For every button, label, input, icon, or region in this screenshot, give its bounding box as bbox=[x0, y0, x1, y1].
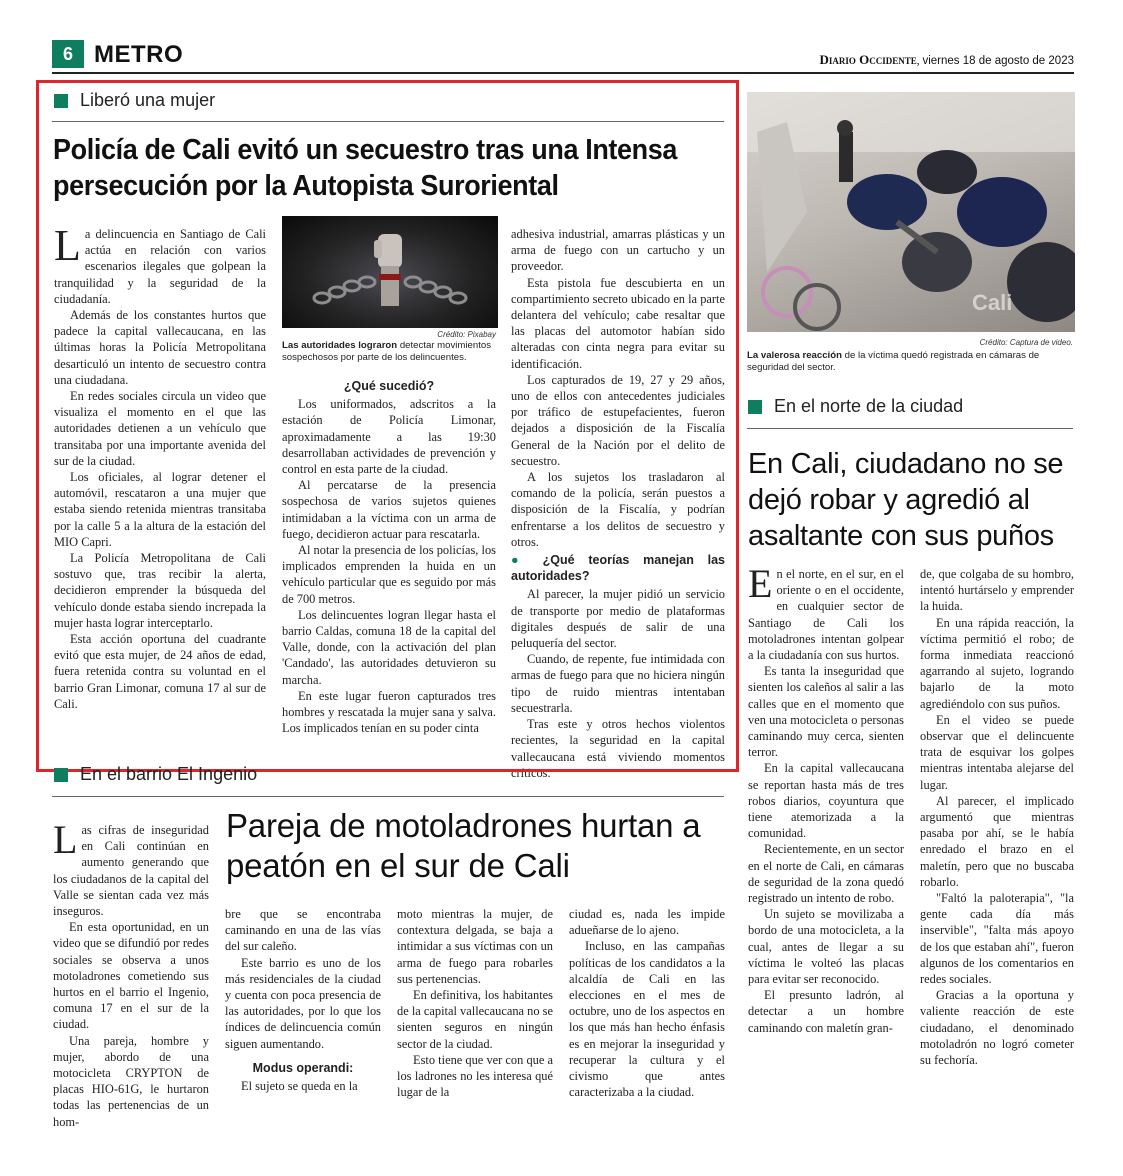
paragraph: Una pareja, hombre y mujer, abordo de una motocicleta CRYPTON de placas HIO-61G, le hurtaron todas las pertenencias de un hom- bbox=[53, 1033, 209, 1129]
highlight-frame bbox=[36, 80, 739, 772]
subhead: Modus operandi: bbox=[252, 1060, 354, 1075]
photo-credit: Crédito: Captura de video. bbox=[979, 338, 1073, 347]
paragraph: Al percatarse de la presencia sospechosa de varios sujetos quienes intimidaban a la víctima con un arma de fuego, decidieron actuar para rescatarla. bbox=[282, 478, 496, 541]
paragraph: En la capital vallecaucana se reportan hasta más de tres robos diarios, coyuntura que tiene atemorizada a la comunidad. bbox=[748, 761, 904, 841]
section-title: METRO bbox=[94, 41, 184, 68]
article2-title: Pareja de motoladrones hurtan a peatón en el sur de Cali bbox=[226, 807, 701, 884]
paragraph: n el norte, en el sur, en el oriente o en el occidente, en cualquier sector de Santiago de Cali los motoladrones intentan golpear a la ciudadanía con sus hurtos. bbox=[748, 567, 904, 663]
photo-credit: Crédito: Pixabay bbox=[437, 330, 496, 339]
paragraph: Gracias a la oportuna y valiente reacción de este ciudadano, el denominado motoladrón no logró cometer su fechoría. bbox=[920, 988, 1074, 1068]
paragraph: Los oficiales, al lograr detener el automóvil, rescataron a una mujer que estaba siendo retenida mientras transitaba por la calle 5 a la altura de la estación del MIO Capri. bbox=[54, 470, 266, 549]
paragraph: Un sujeto se movilizaba a bordo de una motocicleta, a la cual, antes de llegar a su víctima le volteó las placas para evitar ser reconocido. bbox=[748, 907, 904, 987]
article2-col1 bbox=[53, 817, 209, 1130]
paragraph: Los capturados de 19, 27 y 29 años, uno de ellos con antecedentes judiciales por tráfico de estupefacientes, fueron dejados a disposición de la Fiscalía General de la Nación por el delito de secuestro. bbox=[511, 372, 725, 468]
page-header bbox=[52, 40, 1074, 70]
subhead: ¿Qué sucedió? bbox=[343, 379, 435, 393]
paragraph: El sujeto se queda en la bbox=[241, 1079, 358, 1094]
paragraph: adhesiva industrial, amarras plásticas y un arma de fuego con un cartucho y un proveedor. bbox=[511, 227, 725, 274]
paragraph: Recientemente, en un sector en el norte de Cali, en cámaras de seguridad de la zona quedó registrado un intento de robo. bbox=[748, 842, 904, 906]
paragraph: ciudad es, nada les impide adueñarse de lo ajeno. bbox=[569, 907, 725, 938]
kicker-rule bbox=[52, 796, 724, 797]
kicker-label: En el norte de la ciudad bbox=[774, 396, 964, 416]
article-right-title: En Cali, ciudadano no se dejó robar y agredió al asaltante con sus puños bbox=[748, 448, 1064, 552]
paragraph: En redes sociales circula un video que visualiza el momento en el que las autoridades detienen a un vehículo que transitaba por una importante avenida del sur de la ciudad. bbox=[54, 389, 266, 468]
paragraph: En este lugar fueron capturados tres hombres y rescatada la mujer sana y salva. Los implicados tenían en su poder cinta bbox=[282, 688, 496, 736]
caption-text: de la víctima quedó registrada en cámaras de seguridad del sector. bbox=[747, 350, 1040, 373]
paragraph: Este barrio es uno de los más residenciales de la ciudad y cuenta con poca presencia de las autoridades, por lo que los índices de delincuencia común siguen aumentando. bbox=[225, 955, 381, 1051]
paragraph: La Policía Metropolitana de Cali sostuvo que, tras recibir la alerta, decidieron emprender la búsqueda del vehículo donde estaba siendo increpada la mujer hasta lograr interceptarlo. bbox=[54, 551, 266, 630]
paragraph: En esta oportunidad, en un video que se difundió por redes sociales se observa a unos motoladrones cometiendo sus hurtos en el barrio el Ingenio, comuna 17 en el sur de la ciudad. bbox=[53, 920, 209, 1032]
paragraph: En una rápida reacción, la víctima permitió el robo; de forma inmediata reaccionó agarrando al sujeto, logrando bajarlo de la moto agrediéndolo con sus puños. bbox=[920, 615, 1074, 711]
bullet-icon: ● bbox=[511, 553, 529, 568]
paragraph: En el video se puede observar que el delincuente trata de esquivar los golpes mientras intentaba alejarse del lugar. bbox=[920, 712, 1074, 792]
article2-col2 bbox=[225, 906, 381, 1094]
photo-watermark: Cali bbox=[972, 290, 1013, 315]
paragraph: Es tanta la inseguridad que sienten los caleños al salir a las calles que en el momento que ven una motocicleta o personas caminando muy cerca, sienten terror. bbox=[748, 664, 904, 760]
paragraph: a delincuencia en Santiago de Cali actúa en relación con varios escenarios ilegales que golpean la tranquilidad y la seguridad de la ciudadanía. bbox=[54, 227, 266, 306]
caption-bold: Las autoridades lograron bbox=[282, 340, 398, 351]
article2-col3 bbox=[397, 906, 553, 1100]
date: viernes 18 de agosto de 2023 bbox=[922, 55, 1074, 67]
dropcap: L bbox=[53, 817, 78, 862]
header-rule bbox=[52, 72, 1074, 74]
paragraph: Cuando, de repente, fue intimidada con armas de fuego para que no hiciera ningún tipo de ruido mientras intentaban secuestrarla. bbox=[511, 652, 725, 715]
page-number: 6 bbox=[52, 40, 84, 68]
paragraph: as cifras de inseguridad en Cali continúan en aumento generando que los ciudadanos de la capital del Valle se sientan cada vez más inseguros. bbox=[53, 823, 209, 919]
paragraph: En definitiva, los habitantes de la capital vallecaucana no se sienten seguros en ningún sector de la ciudad. bbox=[397, 988, 553, 1051]
paragraph: Esta acción oportuna del cuadrante evitó que esta mujer, de 24 años de edad, fuera retenida contra su voluntad en el barrio Gran Limonar, comuna 17 al sur de Cali. bbox=[54, 632, 266, 711]
dropcap: E bbox=[748, 561, 773, 606]
paragraph: Esto tiene que ver con que a los ladrones no les interesa qué lugar de la bbox=[397, 1052, 553, 1100]
paragraph: Los delincuentes logran llegar hasta el barrio Caldas, comuna 18 de la capital del Valle, donde, con la activación del plan 'Candado', las autoridades detuvieron su marcha. bbox=[282, 607, 496, 687]
photo-caption bbox=[747, 350, 1075, 374]
paragraph: Tras este y otros hechos violentos recientes, la seguridad en la capital vallecaucana está viviendo momentos críticos. bbox=[511, 717, 725, 780]
video-capture-photo bbox=[747, 92, 1075, 332]
paragraph: Además de los constantes hurtos que padece la capital vallecaucana, en las últimas horas la Policía Metropolitana desarticuló un intento de secuestro contra una ciudadana. bbox=[54, 308, 266, 387]
kicker-label: En el barrio El Ingenio bbox=[80, 764, 258, 784]
article2-kicker bbox=[54, 764, 257, 785]
paragraph: A los sujetos los trasladaron al comando de la policía, serán puestos a disposición de la Fiscalía, y podrían enfrentarse a los delitos de secuestro y otros. bbox=[511, 470, 725, 549]
paragraph: Los uniformados, adscritos a la estación de Policía Limonar, aproximadamente a las 19:30 desarrollaban actividades de prevención y control en esta parte de la ciudad. bbox=[282, 397, 496, 477]
paragraph: de, que colgaba de su hombro, intentó hurtárselo y emprender la huida. bbox=[920, 567, 1074, 614]
paragraph: Al parecer, el implicado argumentó que mientras pasaba por ahí, se le había enredado el brazo en el maletín, pero que no buscaba robarlo. bbox=[920, 793, 1074, 889]
kicker-rule bbox=[747, 428, 1073, 429]
paragraph: bre que se encontraba caminando en una de las vías del sur caleño. bbox=[225, 907, 381, 954]
square-bullet-icon bbox=[748, 400, 762, 414]
dropcap: L bbox=[54, 221, 81, 270]
paper-name: Diario Occidente bbox=[819, 52, 917, 67]
kicker-label: Liberó una mujer bbox=[80, 90, 216, 110]
paragraph: moto mientras la mujer, de contextura delgada, se baja a intimidar a sus víctimas con un arma de fuego para robarles sus pertenencias. bbox=[397, 907, 553, 986]
caption-bold: La valerosa reacción bbox=[747, 350, 842, 361]
article-right-kicker bbox=[748, 396, 963, 417]
paragraph: Incluso, en las campañas políticas de los candidatos a la alcaldía de Cali en las elecciones en el mes de octubre, uno de los aspectos en los que más han hecho énfasis es en mejorar la inseguridad y recuperar la cultura y el civismo que antes caracterizaba a la ciudad. bbox=[569, 939, 725, 1100]
article-right-col1 bbox=[748, 561, 904, 1036]
paragraph: El presunto ladrón, al detectar a un hombre caminando con maletín gran- bbox=[748, 988, 904, 1035]
motorcycles-icon bbox=[747, 92, 1075, 332]
paragraph: Al parecer, la mujer pidió un servicio de transporte por medio de plataformas digitales después de salir de una peluquería del sector. bbox=[511, 587, 725, 651]
subhead-label: ¿Qué teorías manejan las autoridades? bbox=[511, 553, 725, 584]
paragraph: Esta pistola fue descubierta en un compartimiento secreto ubicado en la parte delantera del vehículo; cabe resaltar que las placas del automotor habían sido alteradas con cinta negra para evitar su identificación. bbox=[511, 275, 725, 371]
paragraph: Al notar la presencia de los policías, los implicados emprenden la huida en un vehículo particular que es seguido por más de 700 metros. bbox=[282, 543, 496, 606]
square-bullet-icon bbox=[54, 768, 68, 782]
paragraph: "Faltó la paloterapia", "la gente cada día más inservible", "falta más apoyo de los que estaban ahí", fueron algunos de los comentarios en redes sociales. bbox=[920, 891, 1074, 987]
article-right-col2 bbox=[920, 566, 1074, 1068]
paper-name-date: Diario Occidente, viernes 18 de agosto de 2023 bbox=[819, 52, 1074, 67]
article1-title: Policía de Cali evitó un secuestro tras una Intensa persecución por la Autopista Suroriental bbox=[53, 134, 678, 202]
article2-col4 bbox=[569, 906, 725, 1100]
caption-text: detectar movimientos sospechosos por parte de los delincuentes. bbox=[282, 340, 491, 363]
